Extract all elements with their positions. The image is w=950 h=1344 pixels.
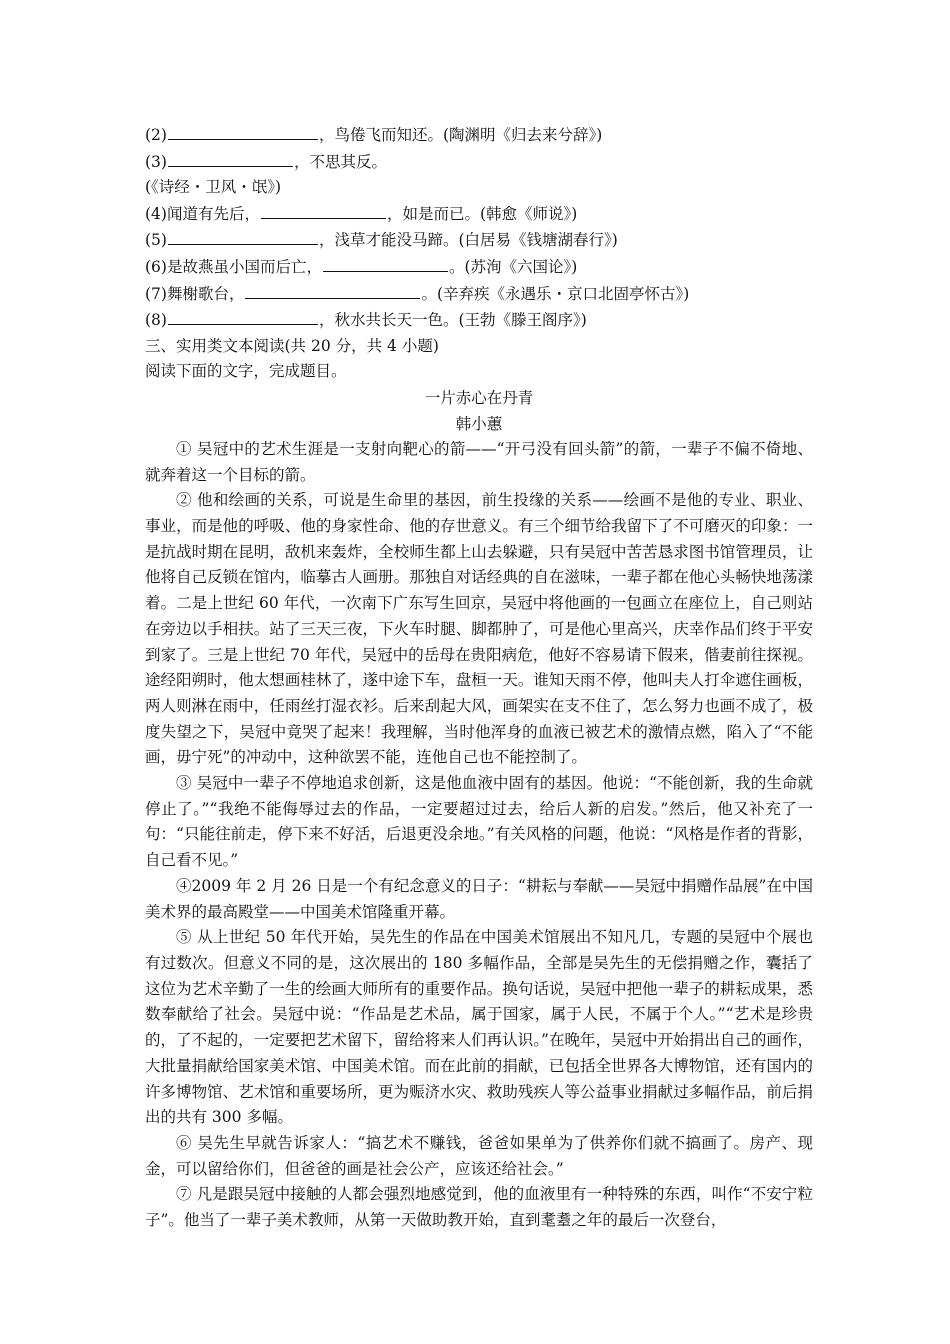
answer-blank[interactable] [168, 149, 293, 167]
fill-item [145, 281, 813, 308]
article-author: 韩小蕙 [455, 414, 503, 433]
fill-item [145, 149, 813, 176]
item-number: (4) [145, 204, 167, 223]
section-heading: 三、实用类文本阅读(共 20 分，共 4 小题) [145, 336, 439, 355]
item-number: (2) [145, 126, 167, 144]
item-number: (5) [145, 231, 167, 250]
answer-blank[interactable] [168, 227, 318, 245]
fill-item [145, 122, 813, 149]
reading-instruction: 阅读下面的文字，完成题目。 [145, 362, 347, 381]
article-paragraph: ⑤ 从上世纪 50 年代开始，吴先生的作品在中国美术馆展出不知凡几，专题的吴冠中个展也有过数次。但意义不同的是，这次展出的 180 多幅作品，全部是吴先生的无偿捐赠之作，囊括了这位为艺术辛勤了一生的绘画大师所有的重要作品。换句话说，吴冠中把他一辈子的耕耘成果，悉数奉献给了社会。吴冠中说：“作品是艺术品，属于国家，属于人民，不属于个人。”“艺术是珍贵的，了不起的，一定要把艺术留下，留给将来人们再认识。”在晚年，吴冠中开始捐出自己的画作，大批量捐献给国家美术馆、中国美术馆。而在此前的捐献，已包括全世界各大博物馆，还有国内的许多博物馆、艺术馆和重要场所，更为赈济水灾、救助残疾人等公益事业捐献过多幅作品，前后捐出的共有 300 多幅。 [145, 928, 813, 1127]
item-text-after: ，鸟倦飞而知还。(陶渊明《归去来兮辞》) [318, 126, 603, 144]
fill-in-questions [145, 122, 813, 334]
article-paragraph: ① 吴冠中的艺术生涯是一支射向靶心的箭——“开弓没有回头箭”的箭，一辈子不偏不倚地、就奔着这一个目标的箭。 [145, 439, 813, 484]
article-paragraph: ③ 吴冠中一辈子不停地追求创新，这是他血液中固有的基因。他说：“不能创新，我的生命就停止了。”“我绝不能侮辱过去的作品，一定要超过过去，给后人新的启发。”然后，他又补充了一句：“只能往前走，停下来不好活，后退更没余地。”有关风格的问题，他说：“风格是作者的背影，自己看不见。” [145, 774, 813, 870]
article-body [145, 437, 813, 1234]
item-text-after: ，如是而已。(韩愈《师说》) [386, 204, 578, 223]
article-paragraph: ⑥ 吴先生早就告诉家人：“搞艺术不赚钱，爸爸如果单为了供养你们就不搞画了。房产、现金，可以留给你们，但爸爸的画是社会公产，应该还给社会。” [145, 1133, 813, 1178]
item-number: (6) [145, 257, 167, 276]
item-text-before: 是故燕虽小国而后亡， [166, 257, 322, 276]
item-text-before: (《诗经・卫风・氓》) [145, 178, 282, 197]
article-paragraph: ② 他和绘画的关系，可说是生命里的基因，前生投缘的关系——绘画不是他的专业、职业、事业，而是他的呼吸、他的身家性命、他的存世意义。有三个细节给我留下了不可磨灭的印象：一是抗战时期在昆明，敌机来轰炸，全校师生都上山去躲避，只有吴冠中苦苦恳求图书馆管理员，让他将自己反锁在馆内，临摹古人画册。那独自对话经典的自在滋味，一辈子都在他心头畅快地荡漾着。二是上世纪 60 年代，一次南下广东写生回京，吴冠中将他画的一包画立在座位上，自己则站在旁边以手相扶。站了三天三夜，下火车时腿、脚都肿了，可是他心里高兴，庆幸作品们终于平安到家了。三是上世纪 70 年代，吴冠中的岳母在贵阳病危，他好不容易请下假来，偕妻前往探视。途经阳朔时，他太想画桂林了，遂中途下车，盘桓一天。谁知天雨不停，他叫夫人打伞遮住画板，两人则淋在雨中，任雨丝打湿衣衫。后来刮起大风，画架实在支不住了，怎么努力也画不成了，极度失望之下，吴冠中竟哭了起来！我理解，当时他浑身的血液已被艺术的激情点燃，陷入了“不能画，毋宁死”的冲动中，这种欲罢不能，连他自己也不能控制了。 [145, 491, 813, 767]
item-text-after: ，不思其反。 [293, 152, 387, 171]
answer-blank[interactable] [323, 254, 448, 272]
article-paragraph: ⑦ 凡是跟吴冠中接触的人都会强烈地感觉到，他的血液里有一种特殊的东西，叫作“不安宁粒子”。他当了一辈子美术教师，从第一天做助教开始，直到耄耋之年的最后一次登台， [145, 1185, 813, 1230]
item-text-after: 。(苏洵《六国论》) [448, 257, 578, 276]
item-number: (3) [145, 152, 167, 171]
article-title: 一片赤心在丹青 [424, 388, 534, 407]
answer-blank[interactable] [245, 281, 420, 299]
fill-item [145, 254, 813, 281]
item-number: (7) [145, 284, 167, 303]
fill-item [145, 227, 813, 254]
answer-blank[interactable] [168, 122, 318, 140]
document-page [145, 122, 813, 1234]
answer-blank[interactable] [261, 201, 386, 219]
item-text-after: ，秋水共长天一色。(王勃《滕王阁序》) [318, 311, 587, 330]
item-number: (8) [145, 311, 167, 330]
article-paragraph: ④2009 年 2 月 26 日是一个有纪念意义的日子：“耕耘与奉献——吴冠中捐赠作品展”在中国美术界的最高殿堂——中国美术馆隆重开幕。 [145, 876, 813, 921]
fill-item [145, 201, 813, 228]
fill-item [145, 175, 813, 201]
item-text-before: 舞榭歌台， [166, 284, 245, 303]
item-text-before: 闻道有先后， [166, 204, 260, 223]
answer-blank[interactable] [168, 307, 318, 325]
item-text-after: ，浅草才能没马蹄。(白居易《钱塘湖春行》) [318, 231, 618, 250]
fill-item [145, 307, 813, 334]
item-text-after: 。(辛弃疾《永遇乐・京口北固亭怀古》) [421, 284, 690, 303]
